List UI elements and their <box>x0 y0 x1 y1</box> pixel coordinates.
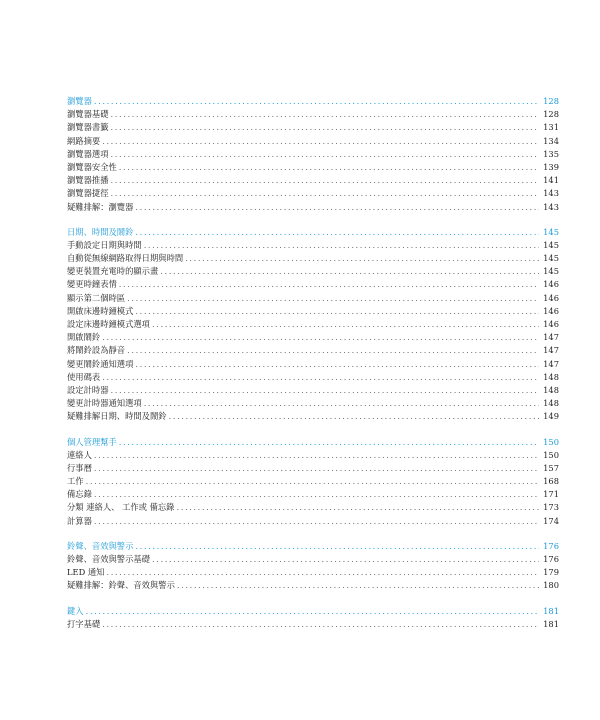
toc-entry-page-number: 146 <box>543 305 559 316</box>
dot-leader <box>111 174 540 187</box>
toc-entry-title: 計算器 <box>67 515 92 526</box>
dot-leader <box>86 475 539 488</box>
toc-entry[interactable] <box>67 265 559 278</box>
toc-entry-title: 變更裝置充電時的顯示畫 <box>67 266 159 277</box>
toc-entry[interactable] <box>67 566 559 579</box>
toc-entry-title: 設定計時器 <box>67 384 109 395</box>
toc-entry[interactable] <box>67 344 559 357</box>
toc-entry-page-number: 180 <box>543 580 559 591</box>
dot-leader <box>176 501 539 514</box>
toc-entry-title: 鈴聲、音效與警示基礎 <box>67 554 150 564</box>
dot-leader <box>152 318 539 331</box>
toc-entry[interactable] <box>67 579 559 592</box>
toc-section-personal-organizer <box>67 436 559 528</box>
toc-entry[interactable] <box>67 252 559 265</box>
dot-leader <box>127 292 539 305</box>
dot-leader <box>111 384 540 397</box>
dot-leader <box>169 410 539 423</box>
dot-leader <box>111 187 540 200</box>
toc-entry-page-number: 148 <box>543 384 559 395</box>
toc-entry-page-number: 135 <box>543 148 559 159</box>
toc-entry-page-number: 141 <box>543 175 559 186</box>
toc-entry[interactable] <box>67 278 559 291</box>
toc-entry-page-number: 173 <box>543 502 559 513</box>
dot-leader <box>177 579 539 592</box>
toc-entry-title: 自動從無線網路取得日期與時間 <box>67 253 184 264</box>
dot-leader <box>119 278 539 291</box>
toc-entry[interactable] <box>67 135 559 148</box>
toc-entry-title: 使用碼表 <box>67 371 101 382</box>
toc-entry-title: 變更時鐘表情 <box>67 279 117 290</box>
dot-leader <box>94 515 539 528</box>
toc-entry-page-number: 174 <box>543 515 559 526</box>
toc-entry[interactable] <box>67 618 559 631</box>
toc-heading-page-number: 145 <box>543 226 559 237</box>
toc-entry-title: 開啟床邊時鐘模式 <box>67 305 134 316</box>
toc-entry[interactable] <box>67 358 559 371</box>
toc-entry[interactable] <box>67 121 559 134</box>
toc-entry-title: 疑難排解：瀏覽器 <box>67 201 134 212</box>
toc-section-ring-tones <box>67 540 559 593</box>
toc-section-browser <box>67 95 559 214</box>
toc-heading-page-number: 150 <box>543 436 559 447</box>
dot-leader <box>135 540 539 553</box>
toc-entry-title: 瀏覽器捷徑 <box>67 188 109 199</box>
dot-leader <box>102 331 539 344</box>
toc-entry-title: 顯示第二個時區 <box>67 292 126 303</box>
toc-entry[interactable] <box>67 553 559 566</box>
toc-entry[interactable] <box>67 174 559 187</box>
toc-entry-page-number: 147 <box>543 358 559 369</box>
toc-entry-title: 瀏覽器選項 <box>67 148 109 159</box>
toc-heading-title: 瀏覽器 <box>67 96 92 106</box>
toc-entry-page-number: 181 <box>543 618 559 629</box>
dot-leader <box>86 605 539 618</box>
toc-entry-page-number: 148 <box>543 398 559 409</box>
toc-entry-title: 行事曆 <box>67 462 92 473</box>
dot-leader <box>102 618 539 631</box>
toc-entry[interactable] <box>67 462 559 475</box>
toc-section-heading[interactable] <box>67 605 559 618</box>
toc-entry-title: 變更鬧鈴通知選項 <box>67 358 134 369</box>
toc-entry-page-number: 146 <box>543 319 559 329</box>
toc-entry-title: 工作 <box>67 476 84 487</box>
toc-entry[interactable] <box>67 161 559 174</box>
toc-entry-title: 瀏覽器基礎 <box>67 109 109 120</box>
toc-entry-title: 將鬧鈴設為靜音 <box>67 345 126 356</box>
toc-entry[interactable] <box>67 475 559 488</box>
toc-entry-page-number: 139 <box>543 161 559 172</box>
toc-entry[interactable] <box>67 318 559 331</box>
dot-leader <box>185 252 539 265</box>
toc-entry[interactable] <box>67 305 559 318</box>
toc-entry-page-number: 179 <box>543 567 559 578</box>
dot-leader <box>102 135 539 148</box>
toc-heading-page-number: 181 <box>543 605 559 616</box>
dot-leader <box>111 108 540 121</box>
dot-leader <box>94 462 539 475</box>
toc-entry-page-number: 148 <box>543 371 559 382</box>
toc-entry-page-number: 147 <box>543 345 559 356</box>
toc-section-heading[interactable] <box>67 436 559 449</box>
dot-leader <box>94 95 539 108</box>
toc-entry-page-number: 147 <box>543 332 559 343</box>
toc-entry[interactable] <box>67 239 559 252</box>
toc-section-heading[interactable] <box>67 540 559 553</box>
toc-entry-title: 瀏覽器書籤 <box>67 122 109 133</box>
toc-entry[interactable] <box>67 148 559 161</box>
toc-entry[interactable] <box>67 384 559 397</box>
dot-leader <box>135 305 539 318</box>
toc-entry[interactable] <box>67 292 559 305</box>
dot-leader <box>106 566 539 579</box>
toc-heading-title: 個人管理幫手 <box>67 436 117 447</box>
toc-entry-page-number: 171 <box>543 489 559 500</box>
dot-leader <box>119 161 539 174</box>
toc-entry-page-number: 134 <box>543 135 559 146</box>
toc-entry-title: 分類 連絡人、 工作或 備忘錄 <box>67 502 175 513</box>
toc-entry-page-number: 131 <box>543 122 559 133</box>
dot-leader <box>135 201 539 214</box>
toc-entry-page-number: 145 <box>543 266 559 277</box>
toc-entry-title: 開啟鬧鈴 <box>67 332 101 343</box>
dot-leader <box>144 397 539 410</box>
toc-entry-title: 變更計時器通知選項 <box>67 398 142 409</box>
dot-leader <box>135 358 539 371</box>
toc-entry[interactable] <box>67 187 559 200</box>
toc-entry[interactable] <box>67 501 559 514</box>
dot-leader <box>102 371 539 384</box>
toc-entry-title: 連絡人 <box>67 449 92 460</box>
toc-entry[interactable] <box>67 108 559 121</box>
dot-leader <box>94 449 539 462</box>
toc-entry-page-number: 143 <box>543 188 559 199</box>
toc-heading-title: 鈴聲、音效與警示 <box>67 540 134 551</box>
toc-entry-title: 瀏覽器推播 <box>67 175 109 186</box>
toc-entry[interactable] <box>67 371 559 384</box>
table-of-contents <box>67 95 559 643</box>
toc-entry-page-number: 146 <box>543 279 559 290</box>
toc-entry-title: 備忘錄 <box>67 489 92 500</box>
dot-leader <box>135 226 539 239</box>
toc-heading-title: 日期、時間及鬧鈴 <box>67 226 134 237</box>
toc-entry-page-number: 149 <box>543 411 559 422</box>
toc-heading-title: 鍵入 <box>67 605 84 616</box>
toc-entry-title: 疑難排解：鈴聲、音效與警示 <box>67 580 175 591</box>
toc-entry[interactable] <box>67 201 559 214</box>
toc-entry[interactable] <box>67 449 559 462</box>
toc-entry-page-number: 150 <box>543 449 559 460</box>
toc-entry-page-number: 176 <box>543 554 559 564</box>
toc-section-date-time-alarm <box>67 226 559 424</box>
toc-entry[interactable] <box>67 397 559 410</box>
dot-leader <box>111 121 540 134</box>
toc-entry-title: 手動設定日期與時間 <box>67 239 142 250</box>
toc-entry-page-number: 168 <box>543 476 559 487</box>
toc-heading-page-number: 176 <box>543 540 559 551</box>
toc-entry-page-number: 145 <box>543 253 559 264</box>
toc-entry-title: 疑難排解日期、時間及鬧鈴 <box>67 411 167 422</box>
toc-entry-page-number: 145 <box>543 239 559 250</box>
toc-entry-page-number: 143 <box>543 201 559 212</box>
toc-entry-page-number: 128 <box>543 109 559 120</box>
toc-entry[interactable] <box>67 410 559 423</box>
dot-leader <box>152 553 539 566</box>
toc-section-heading[interactable] <box>67 95 559 108</box>
toc-heading-page-number: 128 <box>543 96 559 106</box>
toc-entry-page-number: 157 <box>543 462 559 473</box>
dot-leader <box>144 239 539 252</box>
toc-entry-title: LED 通知 <box>67 567 105 578</box>
toc-entry[interactable] <box>67 331 559 344</box>
toc-entry-title: 設定床邊時鐘模式選項 <box>67 319 150 329</box>
toc-entry[interactable] <box>67 488 559 501</box>
dot-leader <box>111 148 540 161</box>
toc-section-heading[interactable] <box>67 226 559 239</box>
toc-entry-title: 瀏覽器安全性 <box>67 161 117 172</box>
dot-leader <box>119 436 539 449</box>
toc-entry-page-number: 146 <box>543 292 559 303</box>
dot-leader <box>94 488 539 501</box>
toc-section-typing <box>67 605 559 631</box>
dot-leader <box>127 344 539 357</box>
dot-leader <box>160 265 539 278</box>
toc-entry-title: 網路摘要 <box>67 135 101 146</box>
toc-entry[interactable] <box>67 515 559 528</box>
toc-entry-title: 打字基礎 <box>67 618 101 629</box>
